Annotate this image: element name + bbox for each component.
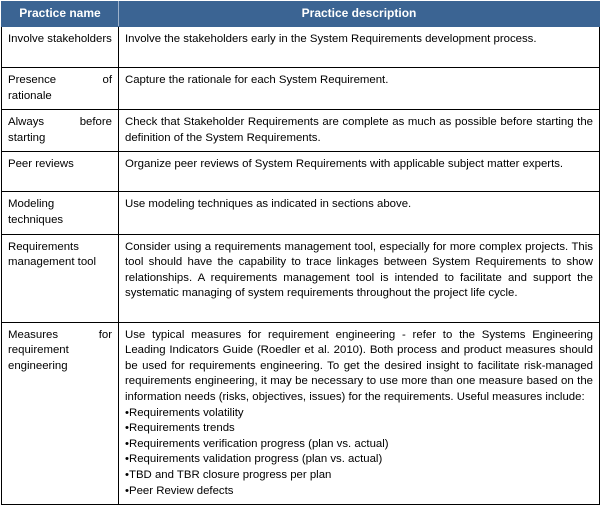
practice-description-cell: Involve the stakeholders early in the System Requirements development process. [119, 27, 600, 68]
practice-description-cell [119, 322, 600, 505]
column-header-practice-description: Practice description [119, 2, 600, 27]
table-row [2, 234, 600, 322]
table-row [2, 110, 600, 152]
practices-table-container [1, 1, 599, 505]
table-header-row [2, 2, 600, 27]
bullet-item: • Requirements verification progress (plan vs. actual) [125, 437, 593, 453]
practice-name-cell: Measures for requirement engineering [2, 322, 119, 505]
table-row [2, 322, 600, 505]
bullet-item: • TBD and TBR closure progress per plan [125, 468, 593, 484]
table-row [2, 68, 600, 110]
practice-description-cell: Use modeling techniques as indicated in sections above. [119, 192, 600, 234]
practice-description-cell: Organize peer reviews of System Requirements with applicable subject matter experts. [119, 152, 600, 192]
measures-intro-text: Use typical measures for requirement engineering - refer to the Systems Engineering Leading Indicators Guide (Roedler et al. 2010). Both process and product measures should be used for requirements engineering. To get the desired insight to facilitate risk-managed requirements engineering, it may be necessary to use more than one measure based on the information needs (risks, objectives, issues) for the requirements. Useful measures include: [125, 328, 593, 403]
practice-description-cell: Capture the rationale for each System Requirement. [119, 68, 600, 110]
practice-name-cell: Requirements management tool [2, 234, 119, 322]
column-header-practice-name: Practice name [2, 2, 119, 27]
practice-name-cell: Always before starting [2, 110, 119, 152]
bullet-item: • Requirements volatility [125, 406, 593, 422]
bullet-item: • Requirements trends [125, 421, 593, 437]
table-row [2, 152, 600, 192]
practice-name-cell: Involve stakeholders [2, 27, 119, 68]
table-row [2, 27, 600, 68]
bullet-item: • Peer Review defects [125, 484, 593, 500]
practice-description-cell: Consider using a requirements management tool, especially for more complex projects. This tool should have the capability to trace linkages between System Requirements to show relationships. A requirements management tool is intended to facilitate and support the systematic managing of system requirements throughout the project life cycle. [119, 234, 600, 322]
table-row [2, 192, 600, 234]
practice-name-cell: Modeling techniques [2, 192, 119, 234]
practice-name-cell: Peer reviews [2, 152, 119, 192]
practice-name-cell: Presence of rationale [2, 68, 119, 110]
practices-table [1, 1, 600, 505]
practice-description-cell: Check that Stakeholder Requirements are complete as much as possible before starting the definition of the System Requirements. [119, 110, 600, 152]
bullet-item: • Requirements validation progress (plan vs. actual) [125, 452, 593, 468]
